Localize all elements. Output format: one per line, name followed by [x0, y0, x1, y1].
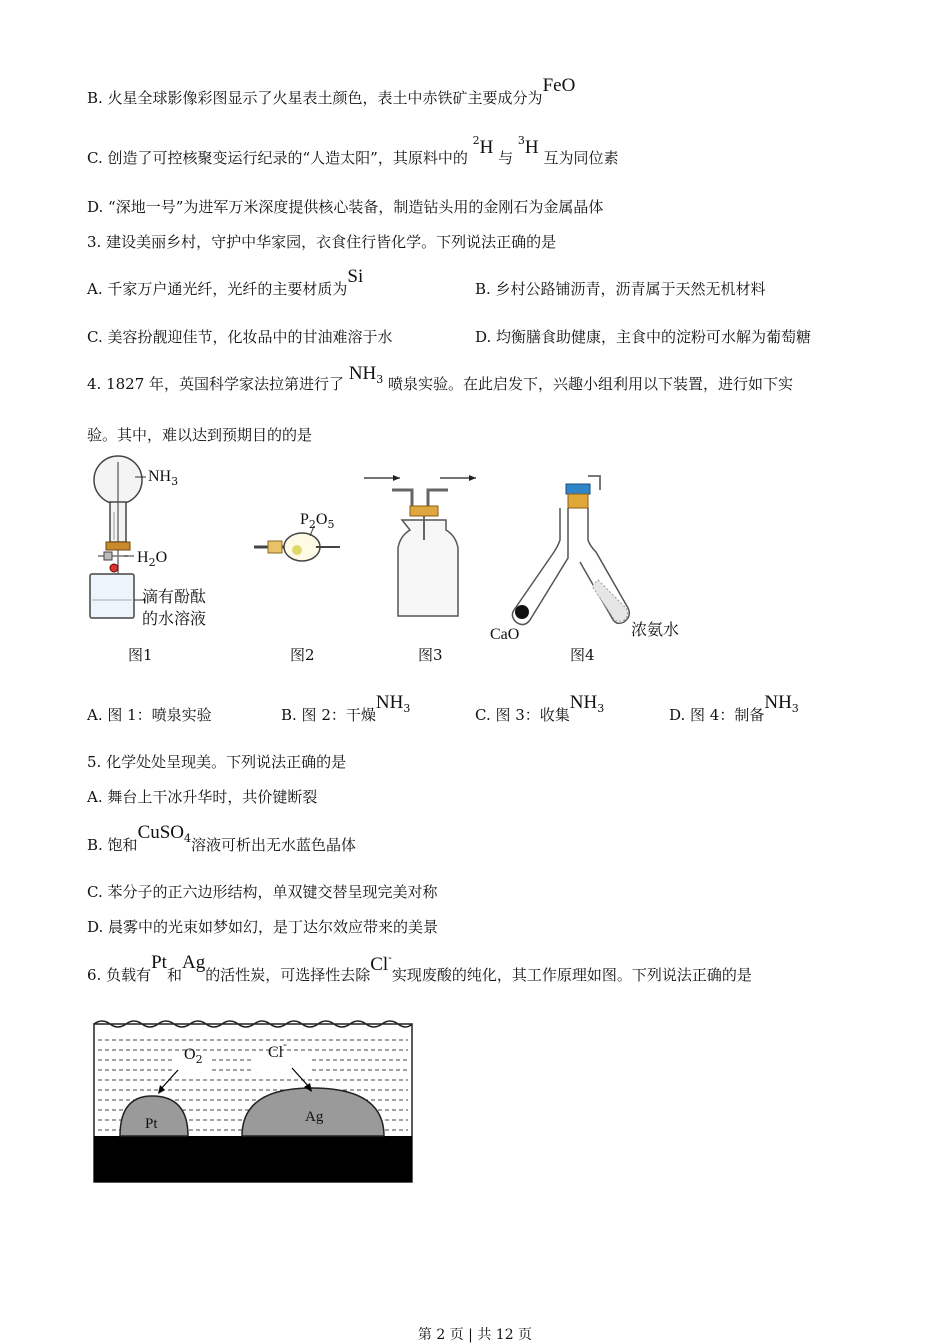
q4-stem-cont: 验。其中，难以达到预期目的的是 [87, 426, 313, 444]
formula-si: Si [347, 266, 364, 287]
q6-figure [92, 1018, 416, 1184]
q2-option-b-text: B. 火星全球影像彩图显示了火星表土颜色，表土中赤铁矿主要成分为 [87, 89, 543, 107]
q4-stem: 4. 1827 年，英国科学家法拉第进行了 $NH_3$ 喷泉实验。在此启发下，兴趣小组利用以下装置，进行如下实 [87, 363, 794, 393]
fig2-caption: 图2 [290, 646, 315, 664]
q2-option-c: C. 创造了可控核聚变运行纪录的“人造太阳”，其原料中的 $^2$H 与 $^3$H 互为同位素 [87, 134, 619, 167]
fig4-label-cao: CaO [490, 626, 520, 643]
q3-option-c: C. 美容扮靓迎佳节，化妆品中的甘油难溶于水 [87, 328, 393, 346]
q5-option-c: C. 苯分子的正六边形结构，单双键交替呈现完美对称 [87, 883, 438, 901]
fig4-caption: 图4 [570, 646, 595, 664]
q4-option-d: D. 图 4：制备$NH_3$ [669, 692, 799, 724]
q6-fig-label-cl: Cl- [268, 1038, 287, 1061]
fig1-label-h2o: $H_2O$ [137, 549, 168, 569]
q4-option-b: B. 图 2：干燥$NH_3$ [281, 692, 411, 724]
q6-fig-label-o2: $O_2$ [184, 1046, 203, 1066]
formula-feo: FeO [542, 75, 576, 96]
q6-fig-label-ag: Ag [305, 1109, 324, 1125]
q2-option-b [87, 75, 576, 108]
fig1-label-nh3: $NH_3$ [148, 468, 179, 488]
fig4-label-ammonia: 浓氨水 [631, 620, 680, 639]
q5-stem: 5. 化学处处呈现美。下列说法正确的是 [87, 753, 347, 771]
fig1-label-liquid-2: 的水溶液 [142, 609, 207, 628]
q4-option-c: C. 图 3：收集$NH_3$ [475, 692, 605, 724]
fig1-label-liquid-1: 滴有酚酞 [142, 587, 207, 606]
fig3-caption: 图3 [418, 646, 443, 664]
q3-option-b: B. 乡村公路铺沥青，沥青属于天然无机材料 [475, 280, 766, 298]
q2-option-d: D. “深地一号”为进军万米深度提供核心装备，制造钻头用的金刚石为金属晶体 [87, 198, 604, 216]
q6-stem: 6. 负载有Pt和Ag的活性炭，可选择性去除Cl-实现废酸的纯化，其工作原理如图。下列说法正确的是 [87, 951, 752, 984]
fig4-y-tube [488, 470, 638, 630]
fig3-collection-bottle [360, 468, 480, 618]
fig1-caption: 图1 [128, 646, 153, 664]
q3-stem: 3. 建设美丽乡村，守护中华家园，衣食住行皆化学。下列说法正确的是 [87, 233, 557, 251]
q5-option-a: A. 舞台上干冰升华时，共价键断裂 [87, 788, 318, 806]
isotope-mass-3: 3 [517, 134, 525, 147]
page-footer: 第 2 页 | 共 12 页 [417, 1327, 533, 1343]
q4-option-a: A. 图 1：喷泉实验 [87, 706, 212, 724]
isotope-mass-2: 2 [472, 134, 480, 147]
q5-option-d: D. 晨雾中的光束如梦如幻，是丁达尔效应带来的美景 [87, 918, 439, 936]
q3-option-d: D. 均衡膳食助健康，主食中的淀粉可水解为葡萄糖 [475, 328, 812, 346]
q6-fig-label-pt: Pt [145, 1116, 158, 1132]
fig2-label-p2o5: $P_2O_5$ [300, 511, 335, 531]
q5-option-b: B. 饱和CuSO$_4$溶液可析出无水蓝色晶体 [87, 822, 357, 854]
q3-option-a: A. 千家万户通光纤，光纤的主要材质为Si [87, 266, 364, 298]
